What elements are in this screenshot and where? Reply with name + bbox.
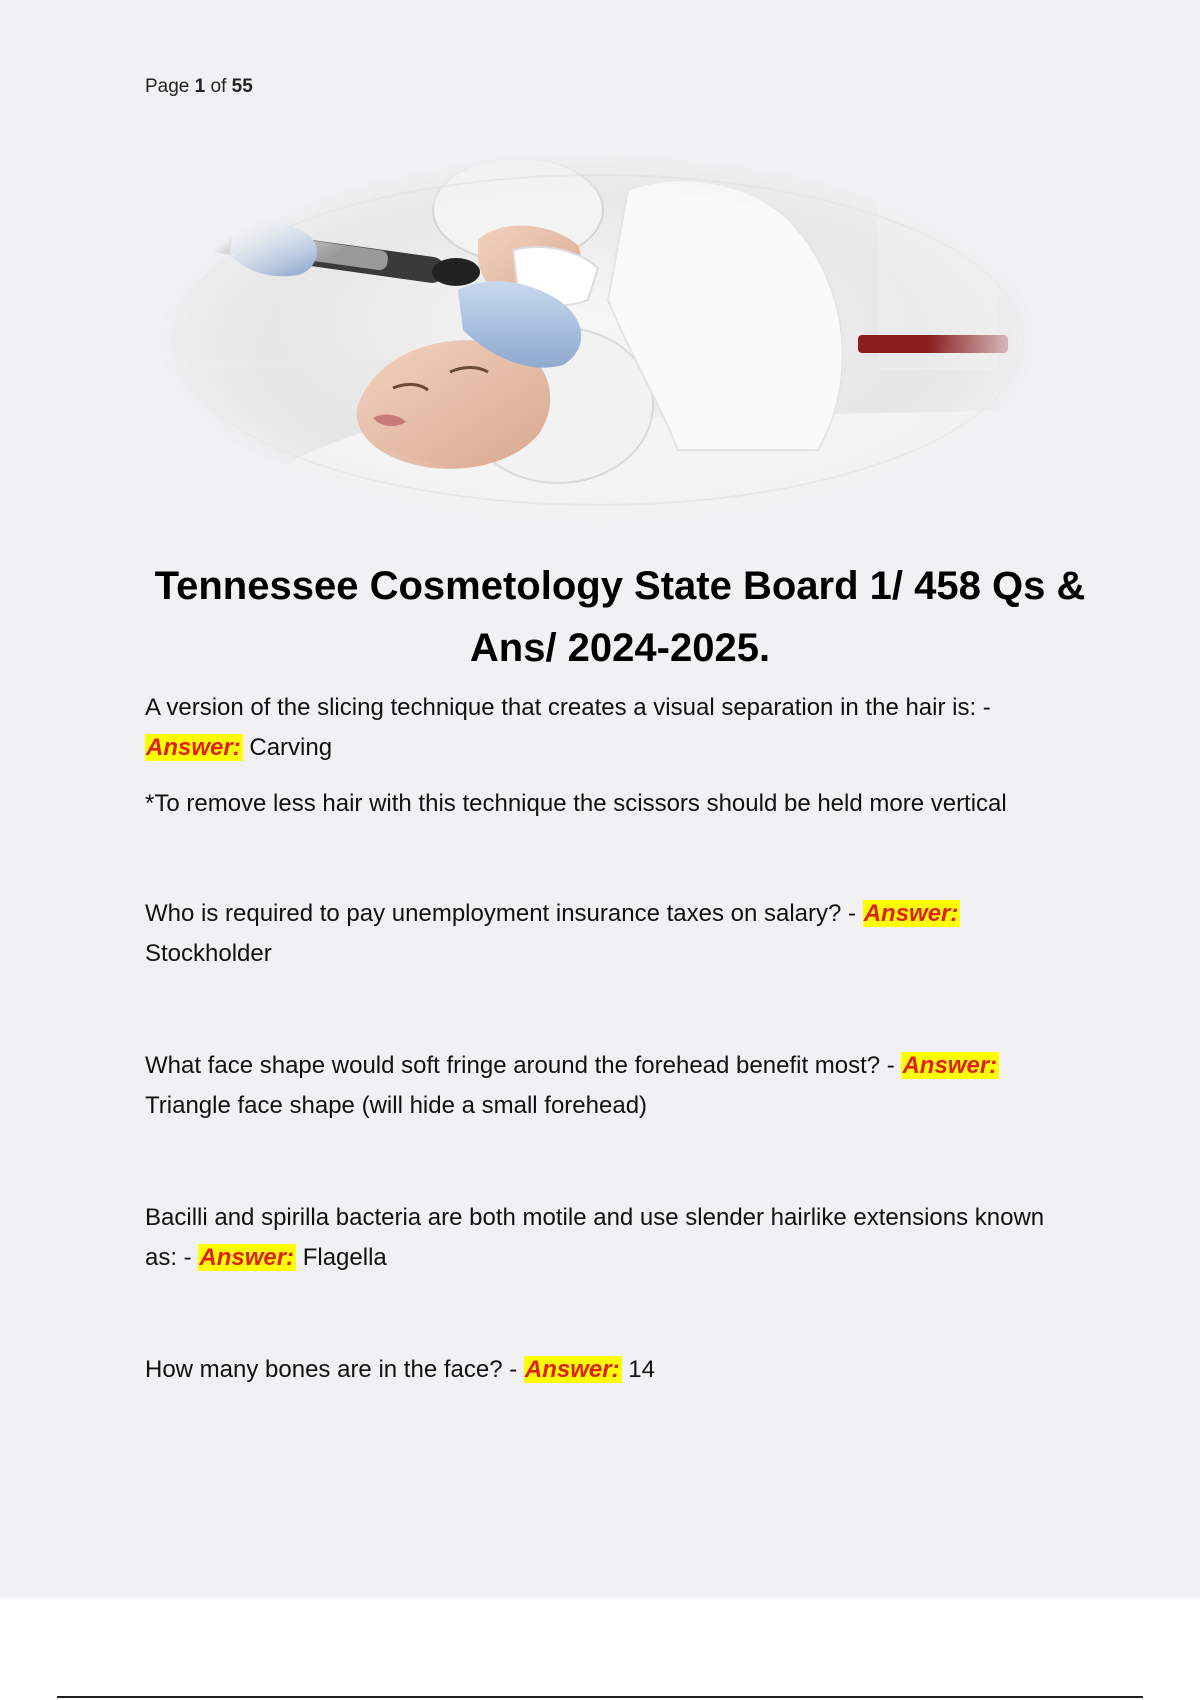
answer-label: Answer:: [146, 734, 241, 761]
qa-list: [145, 688, 1080, 1390]
page-number: [145, 76, 253, 98]
cover-photo: [158, 150, 1038, 530]
qa-item: [145, 688, 1080, 768]
qa-item: [145, 1046, 1080, 1126]
qa-item: [145, 894, 1080, 974]
qa-item: [145, 1198, 1080, 1278]
page-of: of: [210, 76, 227, 97]
answer-text: Stockholder: [145, 940, 272, 967]
answer-label: Answer:: [524, 1356, 620, 1383]
page-prefix: Page: [145, 76, 190, 97]
question-text: Who is required to pay unemployment insurance taxes on salary? -: [145, 900, 857, 927]
answer-text: 14: [628, 1356, 655, 1383]
answer-text: Triangle face shape (will hide a small forehead): [145, 1092, 648, 1119]
answer-text: Carving: [249, 734, 333, 761]
question-text: A version of the slicing technique that creates a visual separation in the hair is: -: [145, 694, 991, 721]
page-current: 1: [194, 76, 206, 97]
answer-text: Flagella: [302, 1244, 387, 1271]
red-fixture: [858, 335, 1008, 353]
answer-note: *To remove less hair with this technique the scissors should be held more vertical: [145, 790, 1007, 817]
qa-item: [145, 1350, 1080, 1390]
answer-label: Answer:: [863, 900, 959, 927]
question-text: Bacilli and spirilla bacteria are both motile and use slender hairlike extensions known as: -: [145, 1204, 1045, 1271]
page-total: 55: [231, 76, 253, 97]
answer-label: Answer:: [902, 1052, 998, 1079]
footer-divider: [57, 1696, 1143, 1698]
question-text: How many bones are in the face? -: [145, 1356, 518, 1383]
question-text: What face shape would soft fringe around the forehead benefit most? -: [145, 1052, 895, 1079]
document-title: Tennessee Cosmetology State Board 1/ 458 Qs & Ans/ 2024-2025.: [154, 564, 1086, 670]
magnifier-lens: [432, 258, 480, 286]
answer-label: Answer:: [199, 1244, 295, 1271]
